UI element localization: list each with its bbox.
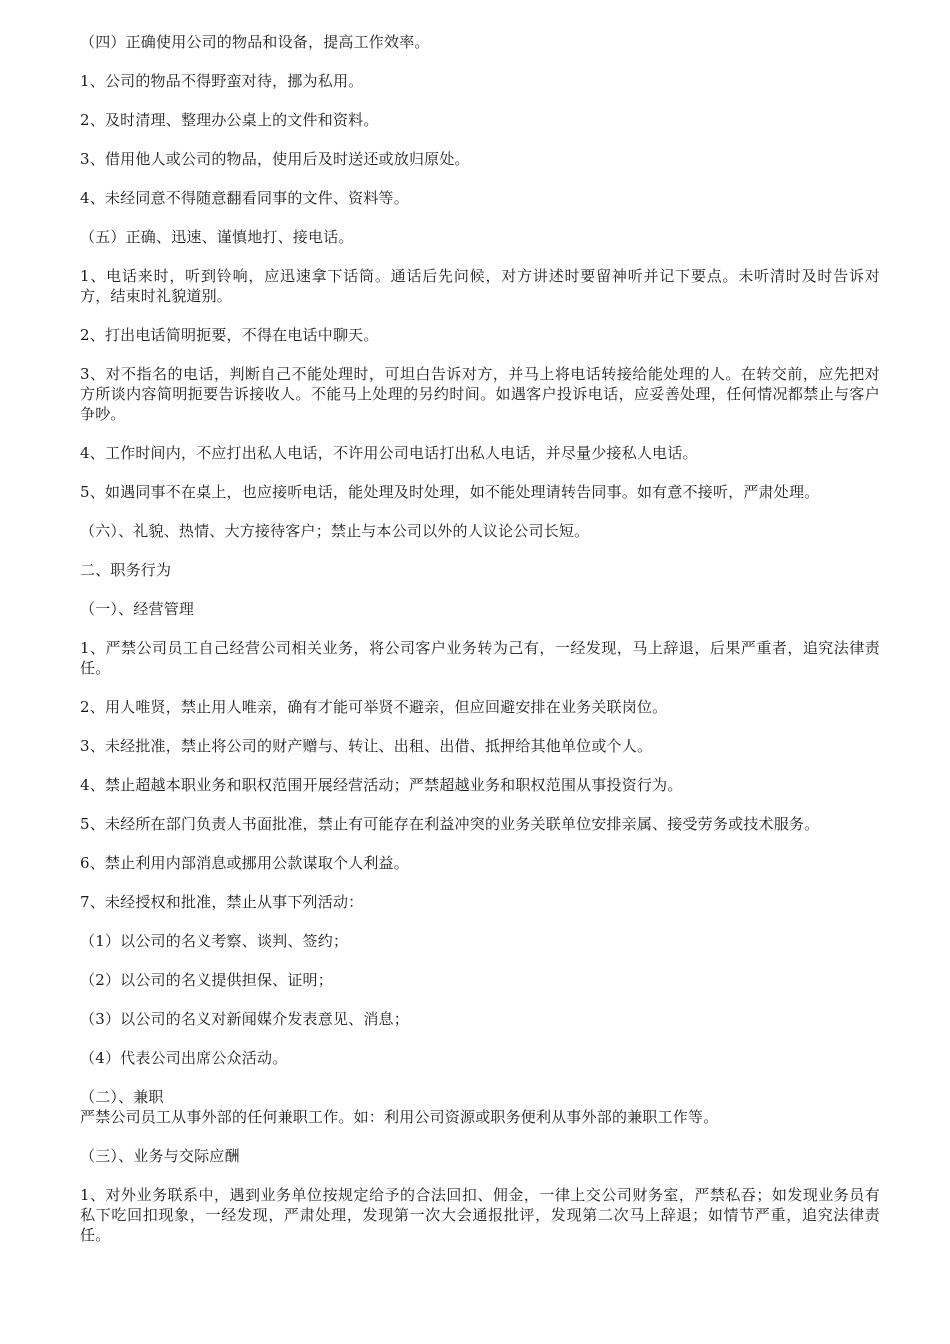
list-item: 5、如遇同事不在桌上，也应接听电话，能处理及时处理，如不能处理请转告同事。如有意不接听，严肃处理。 — [80, 483, 820, 501]
list-item: 2、打出电话简明扼要，不得在电话中聊天。 — [80, 326, 379, 344]
list-item: 4、工作时间内，不应打出私人电话，不许用公司电话打出私人电话，并尽量少接私人电话。 — [80, 444, 698, 462]
list-item: 2、用人唯贤，禁止用人唯亲，确有才能可举贤不避亲，但应回避安排在业务关联岗位。 — [80, 698, 668, 716]
section-heading-business-entertainment: （三）、业务与交际应酬 — [80, 1147, 240, 1165]
list-item: 4、禁止超越本职业务和职权范围开展经营活动；严禁超越业务和职权范围从事投资行为。 — [80, 776, 683, 794]
document-page — [80, 32, 880, 1264]
list-item: 1、公司的物品不得野蛮对待，挪为私用。 — [80, 72, 364, 90]
section-heading-5: （五）正确、迅速、谨慎地打、接电话。 — [80, 228, 354, 246]
list-item: 7、未经授权和批准，禁止从事下列活动： — [80, 893, 364, 911]
sub-list-item: （4）代表公司出席公众活动。 — [80, 1049, 288, 1067]
list-item: 3、对不指名的电话，判断自己不能处理时，可坦白告诉对方，并马上将电话转接给能处理的人。在转交前，应先把对方所谈内容简明扼要告诉接收人。不能马上处理的另约时间。如遇客户投诉电话，应妥善处理，任何情况都禁止与客户争吵。 — [80, 365, 880, 423]
list-item: 3、借用他人或公司的物品，使用后及时送还或放归原处。 — [80, 150, 470, 168]
sub-list-item: （1）以公司的名义考察、谈判、签约； — [80, 932, 349, 950]
list-item: 1、对外业务联系中，遇到业务单位按规定给予的合法回扣、佣金，一律上交公司财务室，严禁私吞；如发现业务员有私下吃回扣现象，一经发现，严肃处理，发现第一次大会通报批评，发现第二次马上辞退；如情节严重，追究法律责任。 — [80, 1186, 880, 1244]
body-paragraph: 严禁公司员工从事外部的任何兼职工作。如：利用公司资源或职务便利从事外部的兼职工作等。 — [80, 1108, 719, 1126]
list-item: 5、未经所在部门负责人书面批准，禁止有可能存在利益冲突的业务关联单位安排亲属、接受劳务或技术服务。 — [80, 815, 820, 833]
section-heading-6: （六）、礼貌、热情、大方接待客户；禁止与本公司以外的人议论公司长短。 — [80, 522, 590, 540]
list-item: 3、未经批准，禁止将公司的财产赠与、转让、出租、出借、抵押给其他单位或个人。 — [80, 737, 653, 755]
list-item: 1、电话来时，听到铃响，应迅速拿下话筒。通话后先问候，对方讲述时要留神听并记下要点。未听清时及时告诉对方，结束时礼貌道别。 — [80, 267, 880, 305]
sub-list-item: （2）以公司的名义提供担保、证明； — [80, 971, 333, 989]
sub-list-item: （3）以公司的名义对新闻媒介发表意见、消息； — [80, 1010, 409, 1028]
section-heading-part-time: （二）、兼职 — [80, 1088, 164, 1106]
list-item: 4、未经同意不得随意翻看同事的文件、资料等。 — [80, 189, 409, 207]
chapter-heading: 二、职务行为 — [80, 561, 172, 579]
list-item: 1、严禁公司员工自己经营公司相关业务，将公司客户业务转为己有，一经发现，马上辞退，后果严重者，追究法律责任。 — [80, 639, 880, 677]
list-item: 2、及时清理、整理办公桌上的文件和资料。 — [80, 111, 379, 129]
list-item: 6、禁止利用内部消息或挪用公款谋取个人利益。 — [80, 854, 409, 872]
section-heading-4: （四）正确使用公司的物品和设备，提高工作效率。 — [80, 33, 430, 51]
section-heading-business-management: （一）、经营管理 — [80, 600, 195, 618]
